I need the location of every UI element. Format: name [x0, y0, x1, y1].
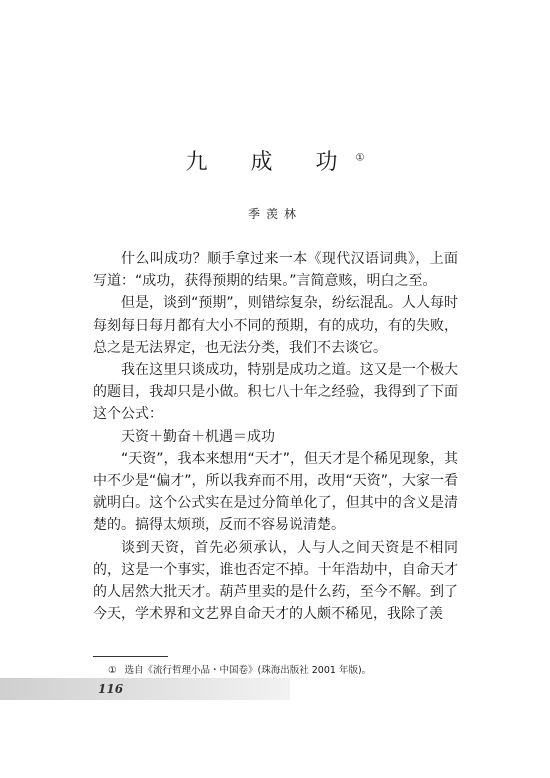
paragraph: 我在这里只谈成功，特别是成功之道。这又是一个极大的题目，我却只是小做。积七八十年之经验，我得到了下面这个公式：: [93, 362, 458, 423]
footnote: [108, 662, 468, 676]
formula-line: 天资＋勤奋＋机遇＝成功: [121, 428, 275, 445]
footnote-divider: [93, 656, 168, 657]
author-name: 季羡林: [247, 207, 302, 221]
paragraph: 谈到天资，首先必须承认，人与人之间天资是不相同的，这是一个事实，谁也否定不掉。十年浩劫中，自命天才的人居然大批天才。葫芦里卖的是什么药，至今不解。到了今天，学术界和文艺界自命天才的人颇不稀见，我除了羡: [93, 539, 458, 623]
paragraph: “天资”，我本来想用“天才”，但天才是个稀见现象，其中不少是“偏才”，所以我弃而不用，改用“天资”，大家一看就明白。这个公式实在是过分简单化了，但其中的含义是清楚的。搞得太烦琐，反而不容易说清楚。: [93, 450, 459, 534]
title-footnote-mark: ①: [355, 152, 365, 164]
title-text: 九 成 功: [185, 150, 356, 175]
page-number: 116: [98, 682, 124, 696]
page-number-band: [0, 678, 290, 700]
paragraph: 什么叫成功？顺手拿过来一本《现代汉语词典》，上面写道：“成功，获得预期的结果。”言简意赅，明白之至。: [93, 251, 458, 290]
article-title: [0, 145, 550, 176]
footnote-text: 选自《流行哲理小品・中国卷》(珠海出版社 2001 年版)。: [124, 665, 372, 676]
footnote-mark: ①: [108, 665, 117, 676]
article-body: [93, 248, 458, 625]
paragraph: 但是，谈到“预期”，则错综复杂，纷纭混乱。人人每时每刻每日每月都有大小不同的预期，有的成功，有的失败，总之是无法界定，也无法分类，我们不去谈它。: [93, 295, 458, 356]
